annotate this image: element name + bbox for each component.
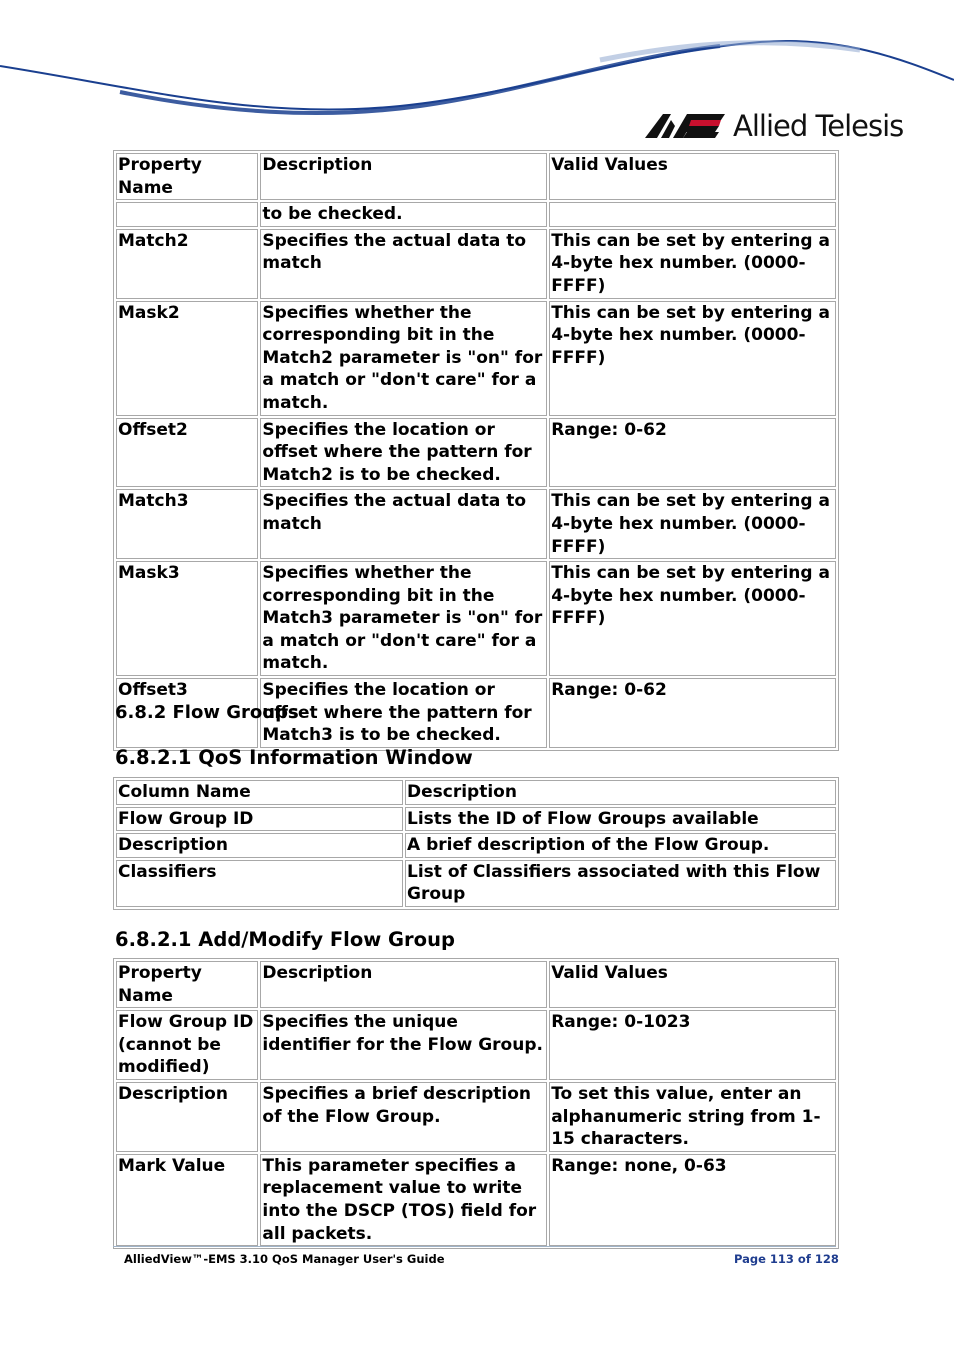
- table-cell: Specifies whether the corresponding bit in the Match2 parameter is "on" for a match or "don't care" for a match.: [260, 301, 547, 416]
- table-cell: Mark Value: [116, 1154, 258, 1246]
- table-header-cell: Description: [260, 961, 547, 1008]
- table-cell: Match3: [116, 489, 258, 559]
- section-heading-qos-information-window: 6.8.2.1 QoS Information Window: [115, 746, 473, 769]
- table-cell: This parameter specifies a replacement value to write into the DSCP (TOS) field for all packets.: [260, 1154, 547, 1246]
- properties-table-continued: [113, 150, 839, 751]
- table-cell: Specifies the location or offset where the pattern for Match3 is to be checked.: [260, 678, 547, 748]
- table-row: [116, 1154, 836, 1246]
- table-cell: This can be set by entering a 4-byte hex number. (0000-FFFF): [549, 229, 836, 299]
- table-row: [116, 301, 836, 416]
- table-row: [116, 229, 836, 299]
- allied-telesis-logo: [645, 108, 903, 144]
- table-cell: Specifies whether the corresponding bit in the Match3 parameter is "on" for a match or "don't care" for a match.: [260, 561, 547, 676]
- section-heading-flow-groups: 6.8.2 Flow Groups: [115, 702, 299, 723]
- table-header-row: [116, 780, 836, 805]
- table-cell: Offset2: [116, 418, 258, 488]
- table-cell: Specifies the unique identifier for the Flow Group.: [260, 1010, 547, 1080]
- table-cell: Offset3: [116, 678, 258, 748]
- table-header-cell: Description: [260, 153, 547, 200]
- table-cell: This can be set by entering a 4-byte hex number. (0000-FFFF): [549, 561, 836, 676]
- table-cell: Match2: [116, 229, 258, 299]
- table-cell: Range: 0-62: [549, 418, 836, 488]
- section-heading-add-modify-flow-group: 6.8.2.1 Add/Modify Flow Group: [115, 928, 455, 951]
- table-row: [116, 1010, 836, 1080]
- table-cell: List of Classifiers associated with this Flow Group: [405, 860, 836, 907]
- footer-page-number: Page 113 of 128: [734, 1252, 839, 1266]
- table-cell: [549, 202, 836, 227]
- table-header-cell: Property Name: [116, 153, 258, 200]
- table-cell: A brief description of the Flow Group.: [405, 833, 836, 858]
- table-cell: Classifiers: [116, 860, 403, 907]
- table-row: [116, 1082, 836, 1152]
- table-row: [116, 833, 836, 858]
- table-header-cell: Valid Values: [549, 961, 836, 1008]
- table-cell: Range: 0-62: [549, 678, 836, 748]
- table-header-row: [116, 153, 836, 200]
- table-row: [116, 807, 836, 832]
- table-cell: Specifies a brief description of the Flow Group.: [260, 1082, 547, 1152]
- table-cell: Specifies the location or offset where the pattern for Match2 is to be checked.: [260, 418, 547, 488]
- table-cell: To set this value, enter an alphanumeric string from 1-15 characters.: [549, 1082, 836, 1152]
- allied-telesis-logo-icon: [645, 112, 727, 140]
- table-header-cell: Description: [405, 780, 836, 805]
- table-cell: Mask3: [116, 561, 258, 676]
- table-cell: Description: [116, 833, 403, 858]
- header-swoosh: [0, 0, 954, 120]
- table-cell: This can be set by entering a 4-byte hex number. (0000-FFFF): [549, 489, 836, 559]
- table-header-cell: Valid Values: [549, 153, 836, 200]
- table-cell: Flow Group ID: [116, 807, 403, 832]
- table-header-cell: Column Name: [116, 780, 403, 805]
- table-cell: Lists the ID of Flow Groups available: [405, 807, 836, 832]
- qos-information-table: [113, 777, 839, 910]
- logo-text: Allied Telesis: [733, 109, 904, 143]
- table-row: [116, 860, 836, 907]
- table-cell: Specifies the actual data to match: [260, 229, 547, 299]
- table-cell: Flow Group ID (cannot be modified): [116, 1010, 258, 1080]
- table-cell: to be checked.: [260, 202, 547, 227]
- table-cell: Mask2: [116, 301, 258, 416]
- table-row: [116, 202, 836, 227]
- footer-document-title: AlliedView™-EMS 3.10 QoS Manager User's Guide: [124, 1252, 445, 1266]
- table-cell: Description: [116, 1082, 258, 1152]
- footer-divider: [113, 1246, 836, 1247]
- table-row: [116, 418, 836, 488]
- table-cell: [116, 202, 258, 227]
- table-cell: This can be set by entering a 4-byte hex number. (0000-FFFF): [549, 301, 836, 416]
- table-header-row: [116, 961, 836, 1008]
- add-modify-flow-group-table: [113, 958, 839, 1249]
- table-cell: Range: none, 0-63: [549, 1154, 836, 1246]
- table-row: [116, 561, 836, 676]
- table-cell: Range: 0-1023: [549, 1010, 836, 1080]
- table-header-cell: Property Name: [116, 961, 258, 1008]
- table-row: [116, 489, 836, 559]
- table-cell: Specifies the actual data to match: [260, 489, 547, 559]
